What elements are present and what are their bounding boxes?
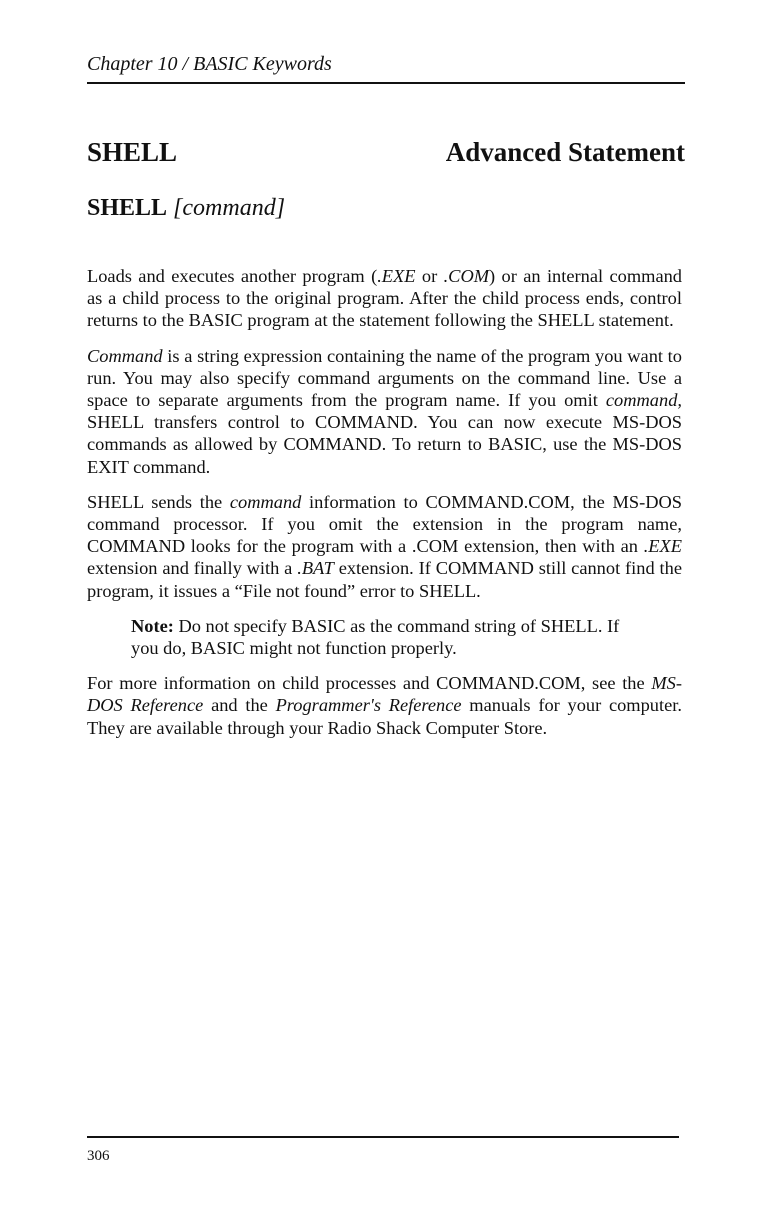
text-run: manuals for your computer. They are available through your Radio Shack Computer Store. xyxy=(87,695,682,738)
syntax-line xyxy=(87,195,285,222)
paragraph-command xyxy=(87,345,682,478)
text-run: extension. If COMMAND still cannot find the program, it issues a “File not found” error to SHELL. xyxy=(87,558,682,601)
running-head: Chapter 10 / BASIC Keywords xyxy=(87,53,332,75)
text-run: For more information on child processes and COMMAND.COM, see the xyxy=(87,673,652,694)
italic-run: .EXE xyxy=(377,266,416,286)
italic-run: .BAT xyxy=(297,558,334,579)
italic-run: .EXE xyxy=(643,536,682,557)
note-text: Do not specify BASIC as the command string of SHELL. If you do, BASIC might not function properly. xyxy=(131,615,620,659)
text-run: SHELL sends the xyxy=(87,491,230,512)
italic-run: Command xyxy=(87,345,163,366)
italic-run: .COM xyxy=(443,266,490,286)
text-run: is a string expression containing the name of the program you want to run. You may also specify command arguments on the command line. Use a space to separate arguments from the program name. If you omit xyxy=(87,345,682,411)
italic-run: command xyxy=(229,491,302,512)
page-number: 306 xyxy=(87,1148,110,1164)
text-run: Loads and executes another program ( xyxy=(87,266,378,286)
text-run: ) or an internal command as a child process to the original program. After the child process ends, control returns to the BASIC program at the statement following the SHELL statement. xyxy=(87,266,682,331)
italic-run: MS-DOS Reference xyxy=(87,673,682,716)
text-run: SHELL transfers control to COMMAND. You can now execute MS-DOS commands as allowed by COMMAND. To return to BASIC, use the MS-DOS EXIT command. xyxy=(87,412,682,477)
paragraph-references xyxy=(87,672,682,739)
note-label: Note: xyxy=(131,615,174,636)
text-run: and the xyxy=(203,695,276,716)
text-run: extension and finally with a xyxy=(87,558,298,579)
syntax-argument: [command] xyxy=(173,195,286,221)
header-rule xyxy=(87,82,685,84)
italic-run: command, xyxy=(605,390,682,411)
body-text xyxy=(87,265,682,752)
footer-rule xyxy=(87,1136,679,1138)
paragraph-processor xyxy=(87,491,682,602)
paragraph-description xyxy=(87,265,682,332)
keyword-title: SHELL xyxy=(87,137,178,167)
italic-run: Programmer's Reference xyxy=(275,695,462,716)
text-run: information to COMMAND.COM, the MS-DOS command processor. If you omit the extension in the program name, COMMAND looks for the program with a .COM extension, then with an xyxy=(87,491,683,557)
syntax-keyword: SHELL xyxy=(87,195,168,221)
note-block xyxy=(131,615,651,659)
text-run: or xyxy=(415,266,444,286)
keyword-type: Advanced Statement xyxy=(445,137,685,167)
